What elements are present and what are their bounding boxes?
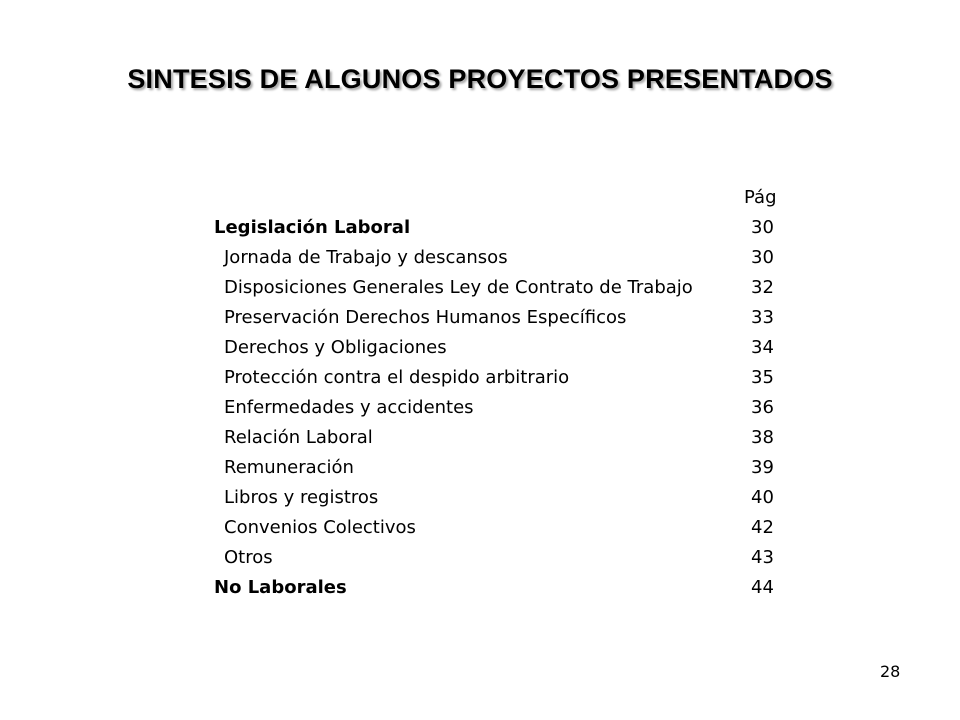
index-item-label: Jornada de Trabajo y descansos bbox=[224, 247, 508, 268]
slide-number: 28 bbox=[880, 662, 901, 681]
index-page-number: 32 bbox=[751, 277, 774, 298]
index-item-label: Derechos y Obligaciones bbox=[224, 337, 447, 358]
index-rows bbox=[214, 213, 777, 603]
index-section-row bbox=[214, 213, 777, 243]
index-item-label: Convenios Colectivos bbox=[224, 517, 416, 538]
index-table bbox=[214, 183, 777, 603]
index-item-row bbox=[214, 273, 777, 303]
index-item-label: Remuneración bbox=[224, 457, 354, 478]
index-page-number: 38 bbox=[751, 427, 774, 448]
index-item-row bbox=[214, 453, 777, 483]
index-item-label: Protección contra el despido arbitrario bbox=[224, 367, 570, 388]
index-page-number: 44 bbox=[751, 577, 774, 598]
index-page-number: 40 bbox=[751, 487, 774, 508]
index-item-row bbox=[214, 243, 777, 273]
index-page-number: 30 bbox=[751, 247, 774, 268]
index-item-row bbox=[214, 513, 777, 543]
slide-title: SINTESIS DE ALGUNOS PROYECTOS PRESENTADOS bbox=[127, 64, 833, 94]
index-item-label: Disposiciones Generales Ley de Contrato de Trabajo bbox=[224, 277, 693, 298]
index-page-number: 42 bbox=[751, 517, 774, 538]
index-item-row bbox=[214, 303, 777, 333]
index-page-number: 35 bbox=[751, 367, 774, 388]
index-page-number: 33 bbox=[751, 307, 774, 328]
index-header-row bbox=[214, 183, 777, 213]
index-item-label: Libros y registros bbox=[224, 487, 379, 508]
index-item-row bbox=[214, 543, 777, 573]
index-page-number: 43 bbox=[751, 547, 774, 568]
index-item-row bbox=[214, 393, 777, 423]
index-section-label: Legislación Laboral bbox=[214, 217, 411, 238]
index-item-label: Preservación Derechos Humanos Específicos bbox=[224, 307, 627, 328]
index-item-label: Enfermedades y accidentes bbox=[224, 397, 474, 418]
index-section-label: No Laborales bbox=[214, 577, 347, 598]
index-item-label: Otros bbox=[224, 547, 273, 568]
index-page-number: 39 bbox=[751, 457, 774, 478]
index-page-number: 30 bbox=[751, 217, 774, 238]
index-item-row bbox=[214, 363, 777, 393]
index-item-row bbox=[214, 483, 777, 513]
index-item-row bbox=[214, 333, 777, 363]
index-item-label: Relación Laboral bbox=[224, 427, 373, 448]
index-page-number: 34 bbox=[751, 337, 774, 358]
index-section-row bbox=[214, 573, 777, 603]
page-column-header: Pág bbox=[744, 187, 777, 208]
index-item-row bbox=[214, 423, 777, 453]
index-page-number: 36 bbox=[751, 397, 774, 418]
